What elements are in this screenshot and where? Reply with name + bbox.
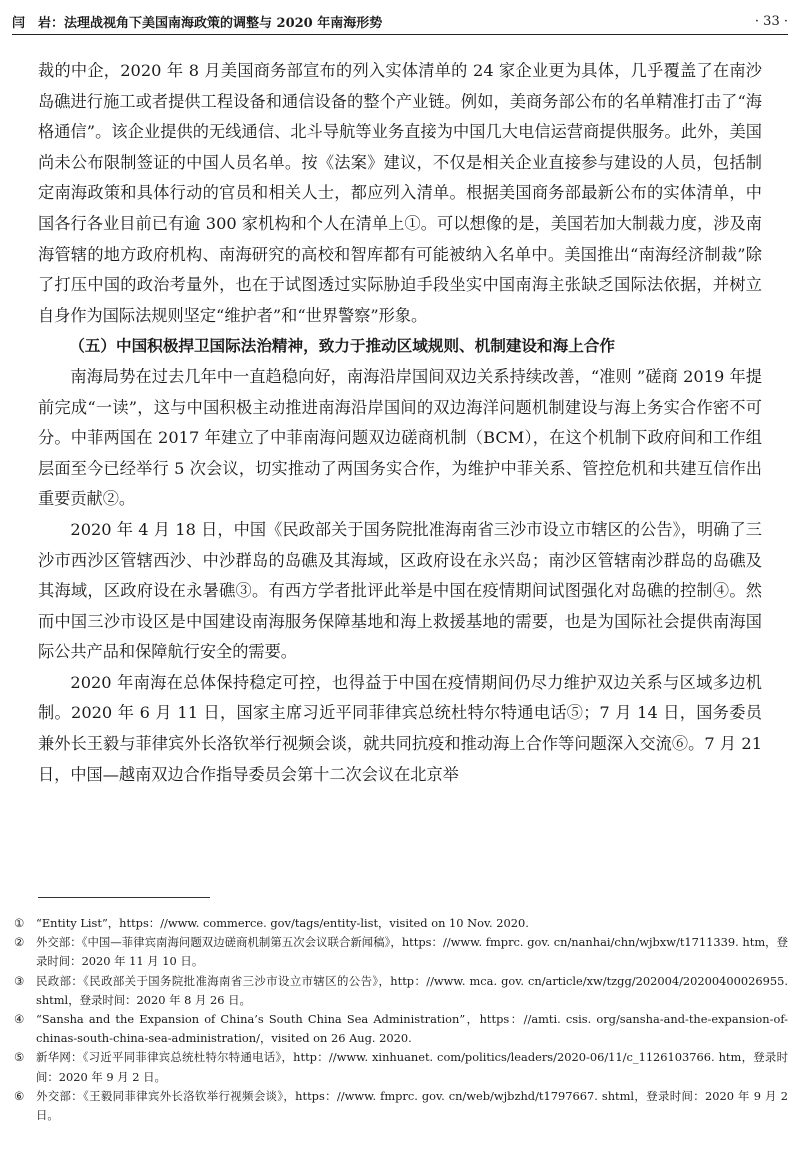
paragraph-2: 南海局势在过去几年中一直趋稳向好，南海沿岸国间双边关系持续改善，“准则 ”磋商 2019 年提前完成“一读”，这与中国积极主动推进南海沿岸国间的双边海洋问题机制建设与海上务实合作密不可分。中菲两国在 2017 年建立了中菲南海问题双边磋商机制（BCM），在这个机制下政府间和工作组层面至今已经举行 5 次会议，切实推动了两国务实合作，为维护中菲关系、管控危机和共建互信作出重要贡献②。 (38, 366, 762, 509)
footnote-3 (14, 972, 788, 1010)
footnote-mark: ④ (14, 1012, 25, 1027)
page-number: · 33 · (754, 13, 788, 29)
paragraph-3: 2020 年 4 月 18 日，中国《民政部关于国务院批准海南省三沙市设立市辖区的公告》，明确了三沙市西沙区管辖西沙、中沙群岛的岛礁及其海域，区政府设在永兴岛；南沙区管辖南沙群岛的岛礁及其海域，区政府设在永暑礁③。有西方学者批评此举是中国在疫情期间试图强化对岛礁的控制④。然而中国三沙市设区是中国建设南海服务保障基地和海上救援基地的需要，也是为国际社会提供南海国际公共产品和保障航行安全的需要。 (38, 519, 762, 662)
footnotes (14, 914, 788, 1125)
footnote-text: 外交部：《中国—菲律宾南海问题双边磋商机制第五次会议联合新闻稿》，https：//www. fmprc. gov. cn/nanhai/chn/wjbxw/t1711339. htm，登录时间：2020 年 11 月 10 日。 (36, 935, 788, 969)
section-heading: （五）中国积极捍卫国际法治精神，致力于推动区域规则、机制建设和海上合作 (69, 337, 615, 356)
footnote-mark: ① (14, 916, 25, 930)
footnote-6 (14, 1087, 788, 1125)
footnote-mark: ⑥ (14, 1088, 25, 1103)
main-text (38, 56, 762, 790)
footnote-1 (14, 914, 788, 933)
footnote-text: 新华网：《习近平同菲律宾总统杜特尔特通电话》，http：//www. xinhuanet. com/politics/leaders/2020-06/11/c_1126103766. htm，登录时间：2020 年 9 月 2 日。 (36, 1050, 788, 1084)
footnote-mark: ③ (14, 973, 25, 988)
footnote-4 (14, 1010, 788, 1048)
footnote-text: 外交部：《王毅同菲律宾外长洛钦举行视频会谈》，https：//www. fmprc. gov. cn/web/wjbzhd/t1797667. shtml，登录时间：2020 年 9 月 2 日。 (36, 1088, 788, 1123)
footnote-mark: ⑤ (14, 1050, 25, 1065)
header-title: 闫 岩：法理战视角下美国南海政策的调整与 2020 年南海形势 (12, 15, 383, 31)
paragraph-1: 裁的中企，2020 年 8 月美国商务部宣布的列入实体清单的 24 家企业更为具体，几乎覆盖了在南沙岛礁进行施工或者提供工程设备和通信设备的整个产业链。例如，美商务部公布的名单精准打击了“海格通信”。该企业提供的无线通信、北斗导航等业务直接为中国几大电信运营商提供服务。此外，美国尚未公布限制签证的中国人员名单。按《法案》建议，不仅是相关企业直接参与建设的人员，包括制定南海政策和具体行动的官员和相关人士，都应列入清单。根据美国商务部最新公布的实体清单，中国各行各业目前已有逾 300 家机构和个人在清单上①。可以想像的是，美国若加大制裁力度，涉及南海管辖的地方政府机构、南海研究的高校和智库都有可能被纳入名单中。美国推出“南海经济制裁”除了打压中国的政治考量外，也在于试图透过实际胁迫手段坐实中国南海主张缺乏国际法依据，并树立自身作为国际法规则坚定“维护者”和“世界警察”形象。 (38, 61, 762, 325)
footnote-divider (38, 897, 210, 898)
footnote-mark: ② (14, 935, 25, 950)
footnote-text: “Entity List”，https：//www. commerce. gov/tags/entity-list，visited on 10 Nov. 2020. (36, 916, 529, 930)
footnote-text: “Sansha and the Expansion of China’s South China Sea Administration”，https：//amti. csis. org/sansha-and-the-expansion-of-chinas-south-china-sea-administration/，visited on 26 Aug. 2020. (36, 1012, 788, 1046)
footnote-2 (14, 933, 788, 971)
footnote-5 (14, 1048, 788, 1086)
running-header (12, 8, 788, 35)
paragraph-4: 2020 年南海在总体保持稳定可控，也得益于中国在疫情期间仍尽力维护双边关系与区域多边机制。2020 年 6 月 11 日，国家主席习近平同菲律宾总统杜特尔特通电话⑤；7 月 14 日，国务委员兼外长王毅与菲律宾外长洛钦举行视频会谈，就共同抗疫和推动海上合作等问题深入交流⑥。7 月 21 日，中国—越南双边合作指导委员会第十二次会议在北京举 (38, 672, 762, 784)
footnote-text: 民政部：《民政部关于国务院批准海南省三沙市设立市辖区的公告》，http：//www. mca. gov. cn/article/xw/tzgg/202004/20200400026955. shtml，登录时间：2020 年 8 月 26 日。 (36, 973, 788, 1007)
